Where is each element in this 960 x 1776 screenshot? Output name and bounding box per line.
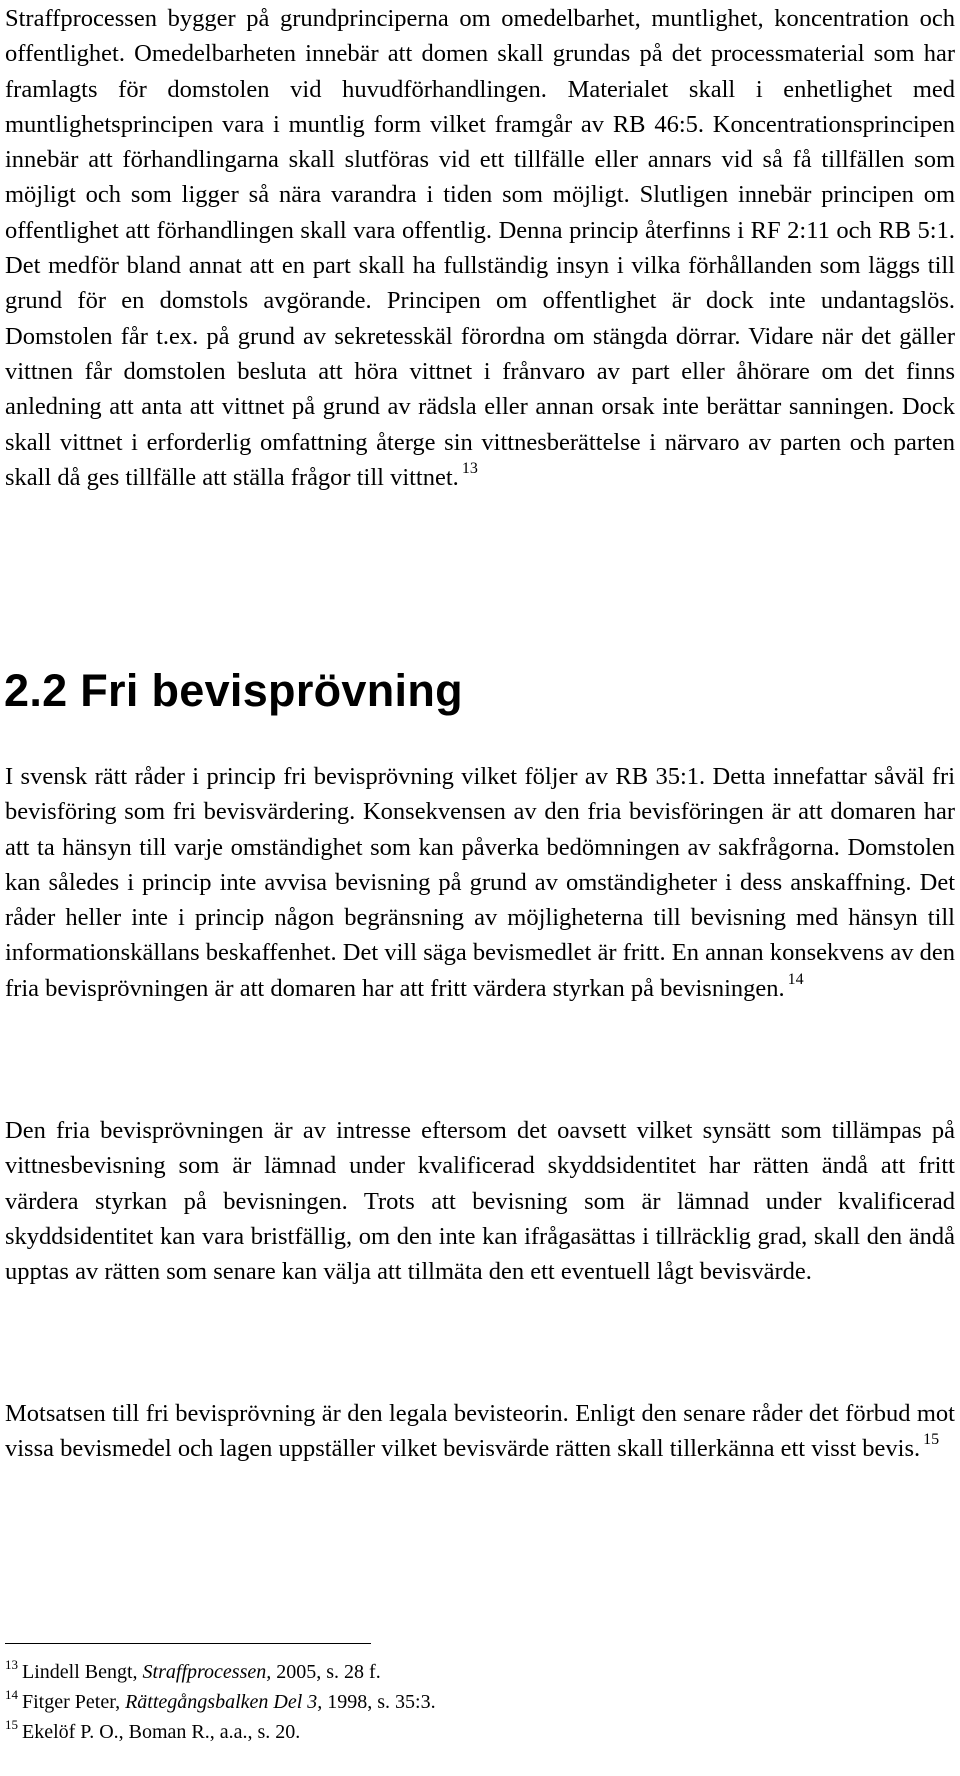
footnote-rest: 1998, s. 35:3. xyxy=(322,1691,436,1713)
paragraph-text: Straffprocessen bygger på grundprinciperna om omedelbarhet, muntlighet, koncentration och offentlighet. Omedelbarheten innebär att domen skall grundas på det processmaterial som har framlagts för domstolen vid huvudförhandlingen. Materialet skall i enhetlighet med muntlighetsprincipen vara i muntlig form vilket framgår av RB 46:5. Koncentrationsprincipen innebär att förhandlingarna skall slutföras vid ett tillfälle eller annars vid så få tillfällen som möjligt och som ligger så nära varandra i tiden som möjligt. Slutligen innebär principen om offentlighet att förhandlingen skall vara offentlig. Denna princip återfinns i RF 2:11 och RB 5:1. Det medför bland annat att en part skall ha fullständig insyn i vilka förhållanden som läggs till grund för en domstols avgörande. Principen om offentlighet är dock inte undantagslös. Domstolen får t.ex. på grund av sekretesskäl förordna om stängda dörrar. Vidare när det gäller vittnen får domstolen besluta att höra vittnet i frånvaro av part eller åhörare om det finns anledning att anta att vittnet på grund av rädsla eller annan orsak inte berättar sanningen. Dock skall vittnet i erforderlig omfattning återge sin vittnesberättelse i närvaro av parten och parten skall då ges tillfälle att ställa frågor till vittnet. xyxy=(5,5,955,491)
footnote-author: Lindell Bengt, xyxy=(22,1661,143,1683)
footnote-number: 13 xyxy=(5,1656,18,1672)
footnote-item xyxy=(5,1717,955,1747)
footnote-title: Straffprocessen, xyxy=(142,1661,272,1683)
footnote-author: Ekelöf P. O., Boman R., a.a., s. 20. xyxy=(22,1721,301,1743)
footnote-item xyxy=(5,1687,955,1717)
paragraph-legal-evidence-theory xyxy=(5,1396,955,1467)
footnote-number: 14 xyxy=(5,1686,18,1702)
footnote-ref: 13 xyxy=(461,459,478,477)
paragraph-text: Den fria bevisprövningen är av intresse eftersom det oavsett vilket synsätt som tillämpas på vittnesbevisning som är lämnad under kvalificerad skyddsidentitet har rätten ändå att fritt värdera styrkan på bevisningen. Trots att bevisning som är lämnad under kvalificerad skyddsidentitet kan vara bristfällig, om den inte kan ifrågasättas i tillräcklig grad, skall den ändå upptas av rätten som senare kan välja att tillmäta den ett eventuell lågt bevisvärde. xyxy=(5,1117,955,1286)
paragraph-text: Motsatsen till fri bevisprövning är den legala bevisteorin. Enligt den senare råder det förbud mot vissa bevismedel och lagen uppställer vilket bevisvärde rätten skall tillerkänna ett visst bevis. xyxy=(5,1400,955,1463)
footnote-ref: 15 xyxy=(923,1431,940,1449)
footnote-number: 15 xyxy=(5,1716,18,1732)
paragraph-text: I svensk rätt råder i princip fri bevisprövning vilket följer av RB 35:1. Detta innefattar såväl fri bevisföring som fri bevisvärdering. Konsekvensen av den fria bevisföringen är att domaren har att ta hänsyn till varje omständighet som kan påverka bedömningen av sakfrågorna. Domstolen kan således i princip inte avvisa bevisning på grund av omständigheter i dess anskaffning. Det råder heller inte i princip någon begränsning av möjligheterna till bevisning med hänsyn till informationskällans beskaffenhet. Det vill säga bevismedlet är fritt. En annan konsekvens av den fria bevisprövningen är att domaren har att fritt värdera styrkan på bevisningen. xyxy=(5,763,955,1002)
footnote-rest: 2005, s. 28 f. xyxy=(271,1661,381,1683)
footnote-title: Rättegångsbalken Del 3, xyxy=(125,1691,323,1713)
footnote-item xyxy=(5,1657,955,1687)
section-heading: 2.2 Fri bevisprövning xyxy=(4,665,463,716)
footnote-ref: 14 xyxy=(787,970,804,988)
paragraph-free-evaluation xyxy=(5,759,955,1006)
paragraph-criminal-procedure-principles xyxy=(5,1,955,495)
footnote-separator xyxy=(5,1643,371,1644)
footnotes xyxy=(5,1657,955,1747)
paragraph-protected-identity xyxy=(5,1113,955,1289)
footnote-author: Fitger Peter, xyxy=(22,1691,126,1713)
